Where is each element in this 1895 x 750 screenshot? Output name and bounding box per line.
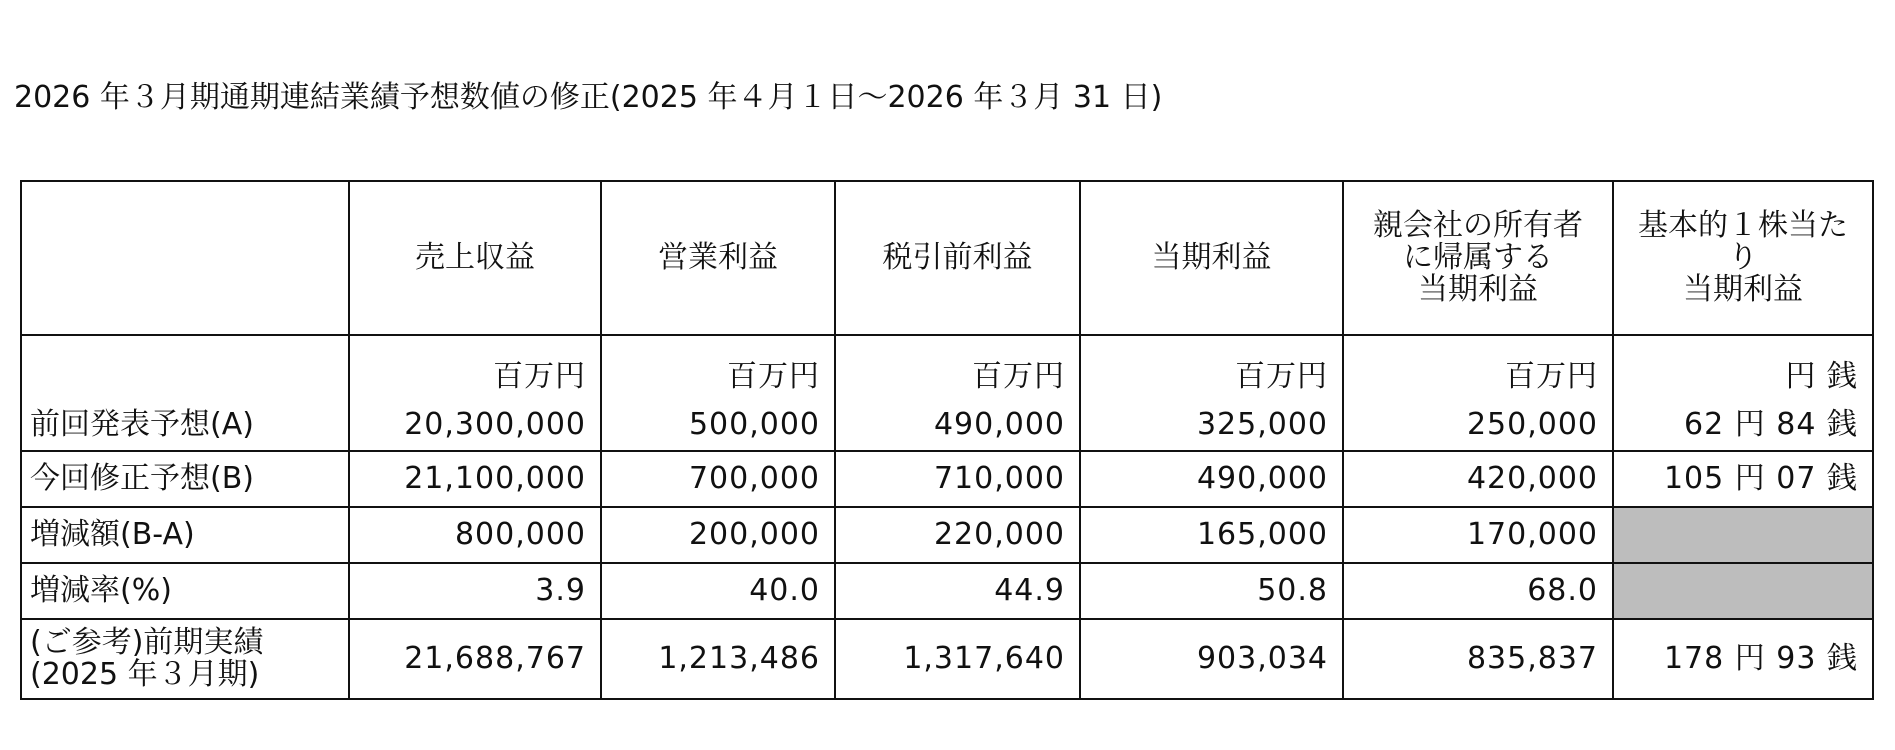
row-label-change-amount: 増減額(B-A) (21, 507, 349, 563)
cell-previous-revenue (349, 335, 601, 451)
header-revenue: 売上収益 (349, 181, 601, 335)
row-label-revised-forecast: 今回修正予想(B) (21, 451, 349, 507)
cell-revised-net-profit: 490,000 (1080, 451, 1343, 507)
header-row (21, 181, 1873, 335)
value: 62 円 84 銭 (1684, 407, 1858, 442)
cell-rate-revenue: 3.9 (349, 563, 601, 619)
cell-change-net-profit: 165,000 (1080, 507, 1343, 563)
header-eps-line-2: 当期利益 (1683, 272, 1803, 307)
cell-change-eps-shaded (1613, 507, 1873, 563)
table-row-change-amount (21, 507, 1873, 563)
value: 500,000 (688, 407, 820, 442)
cell-prior-eps: 178 円 93 銭 (1613, 619, 1873, 699)
value: 325,000 (1196, 407, 1328, 442)
unit-label: 百万円 (1235, 359, 1328, 394)
value: 20,300,000 (404, 407, 586, 442)
cell-previous-owners-profit (1343, 335, 1613, 451)
cell-revised-pretax-profit: 710,000 (835, 451, 1080, 507)
unit-label: 百万円 (493, 359, 586, 394)
header-owners-line-2: に帰属する (1403, 240, 1553, 275)
unit-label: 百万円 (727, 359, 820, 394)
unit-label: 百万円 (1505, 359, 1598, 394)
cell-change-revenue: 800,000 (349, 507, 601, 563)
cell-rate-pretax-profit: 44.9 (835, 563, 1080, 619)
table-row-previous-forecast (21, 335, 1873, 451)
cell-prior-owners-profit: 835,837 (1343, 619, 1613, 699)
cell-change-operating-profit: 200,000 (601, 507, 835, 563)
cell-revised-operating-profit: 700,000 (601, 451, 835, 507)
header-net-profit: 当期利益 (1080, 181, 1343, 335)
cell-prior-net-profit: 903,034 (1080, 619, 1343, 699)
document-title: 2026 年３月期通期連結業績予想数値の修正(2025 年４月１日～2026 年３月 31 日) (14, 80, 1163, 115)
row-label-line-1: (ご参考)前期実績 (30, 625, 264, 660)
forecast-revision-table (20, 180, 1874, 700)
cell-change-pretax-profit: 220,000 (835, 507, 1080, 563)
cell-prior-pretax-profit: 1,317,640 (835, 619, 1080, 699)
cell-previous-operating-profit (601, 335, 835, 451)
header-owners-line-3: 当期利益 (1418, 272, 1538, 307)
cell-rate-eps-shaded (1613, 563, 1873, 619)
cell-change-owners-profit: 170,000 (1343, 507, 1613, 563)
cell-rate-operating-profit: 40.0 (601, 563, 835, 619)
header-eps-line-1: 基本的１株当たり (1638, 208, 1848, 275)
value: 490,000 (933, 407, 1065, 442)
cell-previous-pretax-profit (835, 335, 1080, 451)
cell-previous-eps (1613, 335, 1873, 451)
cell-prior-revenue: 21,688,767 (349, 619, 601, 699)
row-label-previous-forecast: 前回発表予想(A) (21, 335, 349, 451)
table-row-revised-forecast (21, 451, 1873, 507)
value: 250,000 (1466, 407, 1598, 442)
row-label-change-rate: 増減率(%) (21, 563, 349, 619)
header-pretax-profit: 税引前利益 (835, 181, 1080, 335)
unit-label: 円 銭 (1785, 359, 1858, 394)
header-basic-eps (1613, 181, 1873, 335)
header-owners-line-1: 親会社の所有者 (1373, 208, 1583, 243)
cell-revised-eps: 105 円 07 銭 (1613, 451, 1873, 507)
table-row-prior-year-actual (21, 619, 1873, 699)
cell-revised-owners-profit: 420,000 (1343, 451, 1613, 507)
table-row-change-rate (21, 563, 1873, 619)
cell-revised-revenue: 21,100,000 (349, 451, 601, 507)
header-operating-profit: 営業利益 (601, 181, 835, 335)
cell-prior-operating-profit: 1,213,486 (601, 619, 835, 699)
row-label-line-2: (2025 年３月期) (30, 657, 260, 692)
row-label-prior-year-actual (21, 619, 349, 699)
cell-rate-net-profit: 50.8 (1080, 563, 1343, 619)
header-corner-cell (21, 181, 349, 335)
unit-label: 百万円 (972, 359, 1065, 394)
header-profit-attributable-to-owners (1343, 181, 1613, 335)
cell-rate-owners-profit: 68.0 (1343, 563, 1613, 619)
cell-previous-net-profit (1080, 335, 1343, 451)
